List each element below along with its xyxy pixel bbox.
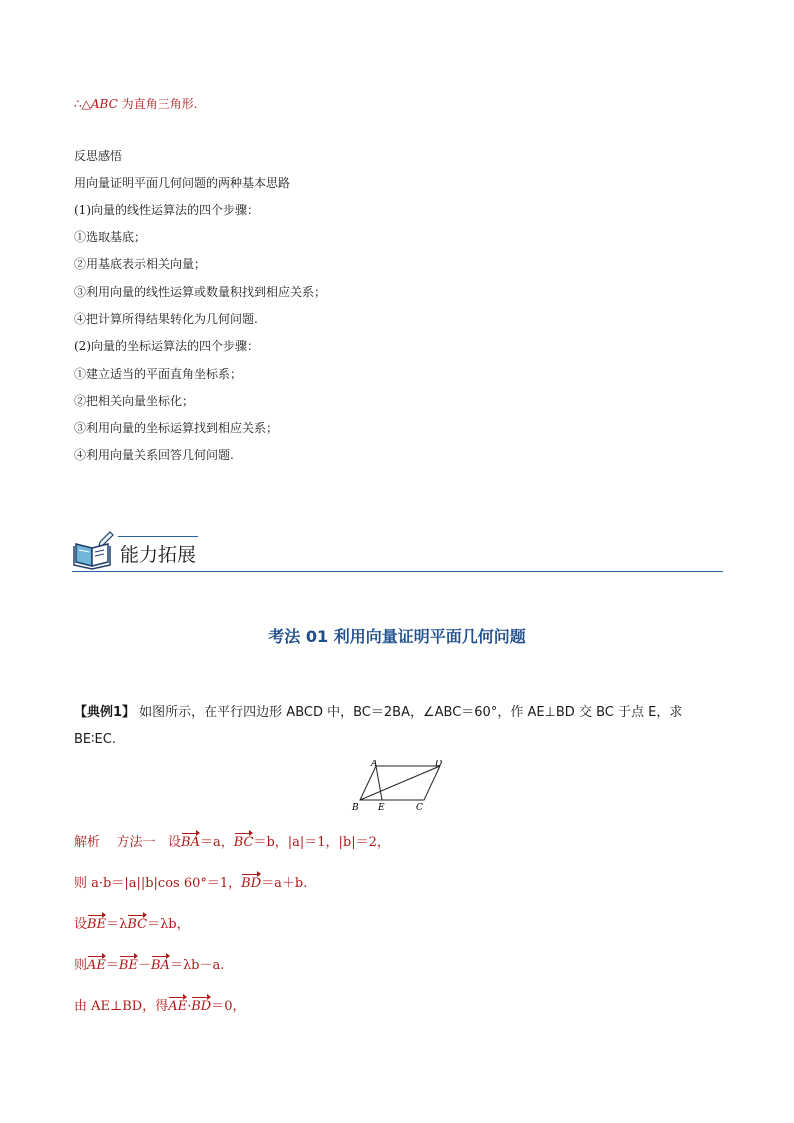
- reflect-line-2: ①选取基底；: [74, 230, 147, 244]
- solution-line-3: [74, 916, 190, 934]
- sol3-eq: ＝λb，: [147, 917, 190, 932]
- vector-ba-2: BA: [150, 958, 170, 973]
- sol4-p1: 则: [74, 958, 88, 973]
- sol4-eq1: ＝: [105, 958, 119, 973]
- solution-lead: 解析: [74, 835, 101, 850]
- reflect-line-1: (1)向量的线性运算法的四个步骤：: [74, 203, 259, 217]
- vector-bd: BD: [241, 876, 262, 891]
- vector-be: BE: [87, 917, 107, 932]
- vector-be-2: BE: [118, 958, 138, 973]
- vector-ba: BA: [180, 835, 200, 850]
- vector-bc-2: BC: [127, 917, 148, 932]
- example-text-1: 如图所示，在平行四边形 ABCD 中，BC＝2BA，∠ABC＝60°，作 AE⊥BD 交 BC 于点 E，求: [135, 705, 683, 720]
- section-rule: [72, 571, 723, 572]
- label-a: A: [371, 760, 378, 769]
- reflect-line-7: ①建立适当的平面直角坐标系；: [74, 367, 243, 381]
- book-icon: [72, 530, 116, 570]
- reflect-line-8: ②把相关向量坐标化；: [74, 394, 195, 408]
- vector-bc: BC: [233, 835, 254, 850]
- reflect-line-6: (2)向量的坐标运算法的四个步骤：: [74, 339, 259, 353]
- conclusion-suffix: 为直角三角形.: [117, 97, 198, 111]
- label-e: E: [378, 803, 385, 813]
- sol4-eq2: ＝λb－a.: [169, 958, 225, 973]
- vector-bd-2: BD: [191, 999, 212, 1014]
- example-label: 【典例1】: [74, 705, 136, 720]
- method-title: 考法 01 利用向量证明平面几何问题: [268, 627, 526, 646]
- sol5-eq: ＝0，: [211, 999, 246, 1014]
- solution-line-5: [74, 998, 246, 1016]
- reflect-line-4: ③利用向量的线性运算或数量积找到相应关系；: [74, 285, 327, 299]
- reflect-line-5: ④把计算所得结果转化为几何问题.: [74, 312, 258, 326]
- triangle-name: ABC: [90, 97, 118, 111]
- solution-line-2: [74, 875, 307, 893]
- reflect-line-0: 用向量证明平面几何问题的两种基本思路: [74, 176, 291, 190]
- parallelogram-figure: [346, 760, 446, 816]
- solution-line-1: [74, 834, 390, 852]
- sol4-minus: －: [137, 958, 151, 973]
- sol2-p1: 则 a·b＝|a||b|cos 60°＝1，: [74, 876, 242, 891]
- example-text-2: BE∶EC.: [74, 732, 116, 747]
- label-c: C: [416, 803, 423, 813]
- solution-method: 方法一: [116, 835, 156, 850]
- sol1-eq1: ＝a，: [199, 835, 234, 850]
- section-title: 能力拓展: [120, 545, 197, 566]
- segment-ae: [376, 766, 382, 800]
- sol3-mid: ＝λ: [106, 917, 128, 932]
- diagonal-bd: [360, 766, 440, 800]
- reflect-line-3: ②用基底表示相关向量；: [74, 257, 207, 271]
- sol5-dot: ·: [187, 999, 192, 1014]
- label-d: D: [435, 760, 443, 769]
- reflect-line-9: ③利用向量的坐标运算找到相应关系；: [74, 421, 279, 435]
- reflect-line-10: ④利用向量关系回答几何问题.: [74, 448, 234, 462]
- sol5-p1: 由 AE⊥BD，得: [74, 999, 169, 1014]
- sol3-p1: 设: [74, 917, 88, 932]
- sol2-eq: ＝a＋b.: [261, 876, 308, 891]
- sol1-p1: 设: [167, 835, 181, 850]
- solution-line-4: [74, 957, 224, 975]
- conclusion-line: [74, 96, 197, 112]
- sol1-eq2: ＝b，|a|＝1，|b|＝2，: [253, 835, 390, 850]
- conclusion-prefix: ∴△: [74, 97, 91, 111]
- example-statement: [74, 704, 682, 722]
- label-b: B: [352, 803, 359, 813]
- header-short-rule: [118, 536, 198, 537]
- vector-ae: AE: [87, 958, 106, 973]
- reflect-heading: 反思感悟: [74, 149, 123, 163]
- vector-ae-2: AE: [168, 999, 188, 1014]
